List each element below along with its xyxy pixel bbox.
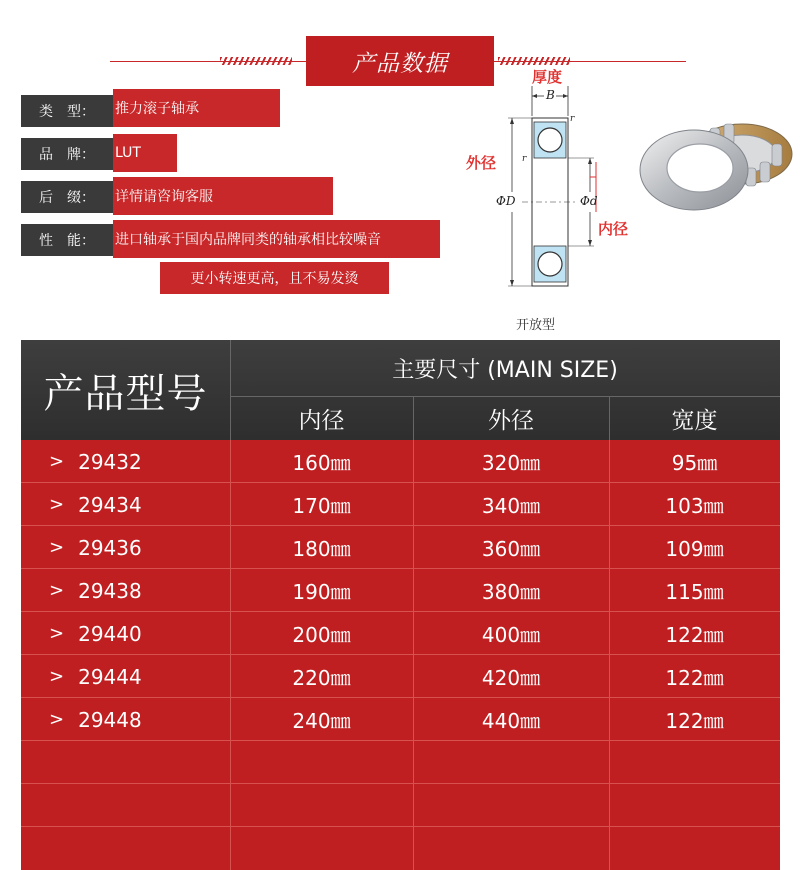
row-width: 122㎜ bbox=[665, 666, 724, 690]
row-inner: 160㎜ bbox=[292, 451, 351, 475]
row-model: 29440 bbox=[78, 621, 142, 646]
title-hatch-left bbox=[220, 57, 292, 65]
section-title: 产品数据 bbox=[306, 36, 494, 86]
chevron-right-icon: > bbox=[49, 451, 65, 472]
row-model: 29436 bbox=[78, 535, 142, 560]
row-outer: 340㎜ bbox=[481, 494, 541, 518]
spec-value-performance-cont: 更小转速更高，且不易发烫 bbox=[160, 262, 389, 294]
header-inner-diameter: 内径 bbox=[298, 407, 345, 434]
row-model: 29444 bbox=[78, 664, 142, 689]
table-row-empty bbox=[21, 827, 780, 870]
row-inner: 180㎜ bbox=[292, 537, 351, 561]
row-width: 122㎜ bbox=[665, 623, 724, 647]
table-row-empty bbox=[21, 784, 780, 827]
chevron-right-icon: > bbox=[49, 580, 65, 601]
row-inner: 170㎜ bbox=[292, 494, 351, 518]
table-row bbox=[21, 612, 780, 655]
diagram-caption: 开放型 bbox=[516, 318, 556, 333]
spec-label-brand: 品 牌： bbox=[21, 138, 113, 170]
header-outer-diameter: 外径 bbox=[488, 407, 534, 434]
table-header bbox=[21, 340, 780, 440]
inner-diameter-label: 内径 bbox=[598, 220, 629, 238]
row-width: 109㎜ bbox=[665, 537, 724, 561]
row-outer: 320㎜ bbox=[481, 451, 541, 475]
row-model: 29448 bbox=[78, 707, 142, 732]
header-divider bbox=[230, 396, 780, 397]
row-inner: 190㎜ bbox=[292, 580, 351, 604]
header-width: 宽度 bbox=[671, 407, 718, 434]
table-row bbox=[21, 526, 780, 569]
header-main-size: 主要尺寸 (MAIN SIZE) bbox=[392, 357, 618, 383]
header-divider bbox=[413, 396, 414, 440]
spec-label-suffix: 后 缀： bbox=[21, 181, 113, 213]
row-width: 115㎜ bbox=[665, 580, 724, 604]
outer-diameter-label: 外径 bbox=[466, 154, 497, 172]
table-row bbox=[21, 655, 780, 698]
table-row-empty bbox=[21, 741, 780, 784]
row-width: 103㎜ bbox=[665, 494, 724, 518]
spec-label-type: 类 型： bbox=[21, 95, 113, 127]
chevron-right-icon: > bbox=[49, 537, 65, 558]
symbol-inner-d: Φd bbox=[580, 194, 598, 208]
table-row bbox=[21, 483, 780, 526]
table-row bbox=[21, 569, 780, 612]
row-width: 122㎜ bbox=[665, 709, 724, 733]
bearing-product-image bbox=[638, 100, 798, 220]
bearing-dimension-diagram bbox=[462, 62, 640, 332]
row-outer: 420㎜ bbox=[481, 666, 541, 690]
row-outer: 380㎜ bbox=[481, 580, 541, 604]
column-divider bbox=[413, 440, 414, 870]
table-row bbox=[21, 698, 780, 741]
row-inner: 200㎜ bbox=[292, 623, 351, 647]
header-divider bbox=[230, 340, 231, 440]
spec-value-suffix: 详情请咨询客服 bbox=[113, 177, 333, 215]
row-model: 29432 bbox=[78, 449, 142, 474]
thickness-label: 厚度 bbox=[532, 68, 563, 86]
symbol-b: B bbox=[546, 88, 555, 102]
row-outer: 440㎜ bbox=[481, 709, 541, 733]
column-divider bbox=[609, 440, 610, 870]
table-row bbox=[21, 440, 780, 483]
row-model: 29434 bbox=[78, 492, 142, 517]
row-width: 95㎜ bbox=[671, 451, 718, 475]
symbol-outer-d: ΦD bbox=[496, 194, 516, 208]
chevron-right-icon: > bbox=[49, 623, 65, 644]
row-inner: 220㎜ bbox=[292, 666, 351, 690]
symbol-r-side: r bbox=[522, 154, 527, 164]
chevron-right-icon: > bbox=[49, 666, 65, 687]
row-inner: 240㎜ bbox=[292, 709, 351, 733]
spec-label-performance: 性 能： bbox=[21, 224, 113, 256]
spec-value-brand: LUT bbox=[113, 134, 177, 172]
table-body bbox=[21, 440, 780, 870]
row-outer: 400㎜ bbox=[481, 623, 541, 647]
row-model: 29438 bbox=[78, 578, 142, 603]
spec-value-performance: 进口轴承于国内品牌同类的轴承相比较噪音 bbox=[113, 220, 440, 258]
product-size-table bbox=[21, 340, 780, 870]
column-divider bbox=[230, 440, 231, 870]
chevron-right-icon: > bbox=[49, 494, 65, 515]
chevron-right-icon: > bbox=[49, 709, 65, 730]
header-divider bbox=[609, 396, 610, 440]
spec-value-type: 推力滚子轴承 bbox=[113, 89, 280, 127]
header-product-model: 产品型号 bbox=[43, 370, 208, 417]
symbol-r-top: r bbox=[570, 114, 575, 124]
row-outer: 360㎜ bbox=[481, 537, 541, 561]
